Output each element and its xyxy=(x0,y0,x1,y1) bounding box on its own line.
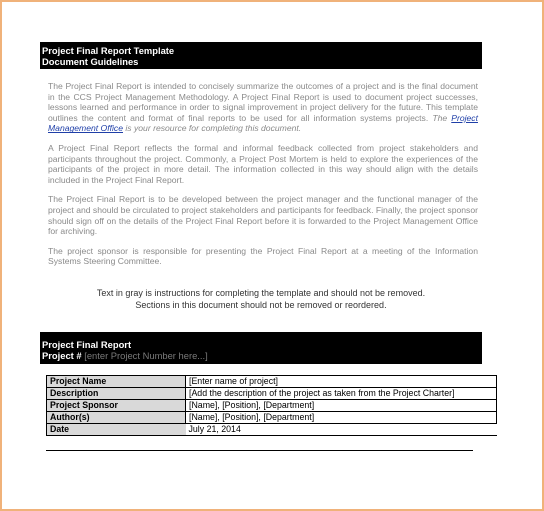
project-number-field[interactable]: [enter Project Number here...] xyxy=(84,349,208,361)
report-header xyxy=(40,332,482,364)
guideline-text-italic: is your resource for completing this document. xyxy=(123,123,302,134)
date-label: Date xyxy=(47,423,186,435)
guideline-text-italic: The xyxy=(432,112,452,123)
project-number-label: Project # xyxy=(42,349,85,361)
date-value[interactable]: July 21, 2014 xyxy=(186,423,497,435)
authors-value[interactable]: [Name], [Position], [Department] xyxy=(186,411,497,423)
document-page xyxy=(40,42,482,451)
template-title: Project Final Report Template xyxy=(42,45,175,56)
instruction-note-line-1: Text in gray is instructions for completing the template and should not be removed. xyxy=(96,287,426,298)
project-number-line xyxy=(42,350,479,361)
description-label: Description xyxy=(47,387,186,399)
guideline-text: The Project Final Report is intended to concisely summarize the outcomes of a project and is the final document in the CCS Project Management Methodology. A Project Final Report is used to document project successes, lessons learned and performance in order to signal improvement in project delivery for the future. This template outlines the content and format of final reports to be used for all information systems projects. xyxy=(48,81,478,123)
instruction-note xyxy=(40,287,482,311)
project-name-label: Project Name xyxy=(47,375,186,387)
table-row xyxy=(47,423,497,435)
template-subtitle: Document Guidelines xyxy=(42,56,139,67)
report-title: Project Final Report xyxy=(42,338,132,350)
guideline-paragraph-4: The project sponsor is responsible for presenting the Project Final Report at a meeting of the Information Systems Steering Committee. xyxy=(48,245,478,267)
guideline-paragraph-1 xyxy=(48,81,478,134)
guidelines-section xyxy=(40,81,482,267)
table-row xyxy=(47,375,497,387)
authors-label: Author(s) xyxy=(47,411,186,423)
description-value[interactable]: [Add the description of the project as taken from the Project Charter] xyxy=(186,387,497,399)
table-row xyxy=(47,399,497,411)
guideline-paragraph-3: The Project Final Report is to be developed between the project manager and the functional manager of the project and should be circulated to project stakeholders and participants for feedback. Finally, the project sponsor should sign off on the details of the Project Final Report before it is forwarded to the Project Management Office for archiving. xyxy=(48,194,478,237)
template-header xyxy=(40,42,482,69)
project-sponsor-value[interactable]: [Name], [Position], [Department] xyxy=(186,399,497,411)
horizontal-rule xyxy=(46,450,473,451)
project-info-table xyxy=(46,375,497,436)
project-name-value[interactable]: [Enter name of project] xyxy=(186,375,497,387)
table-row xyxy=(47,411,497,423)
project-sponsor-label: Project Sponsor xyxy=(47,399,186,411)
pmo-link[interactable]: Project Management Office xyxy=(48,112,478,134)
instruction-note-line-2: Sections in this document should not be removed or reordered. xyxy=(135,299,387,310)
table-row xyxy=(47,387,497,399)
guideline-paragraph-2: A Project Final Report reflects the formal and informal feedback collected from project stakeholders and participants throughout the project. Commonly, a Project Post Mortem is held to explore the experiences of the participants of the project in more detail. The information collected in this way should align with the details included in the Project Final Report. xyxy=(48,142,478,185)
